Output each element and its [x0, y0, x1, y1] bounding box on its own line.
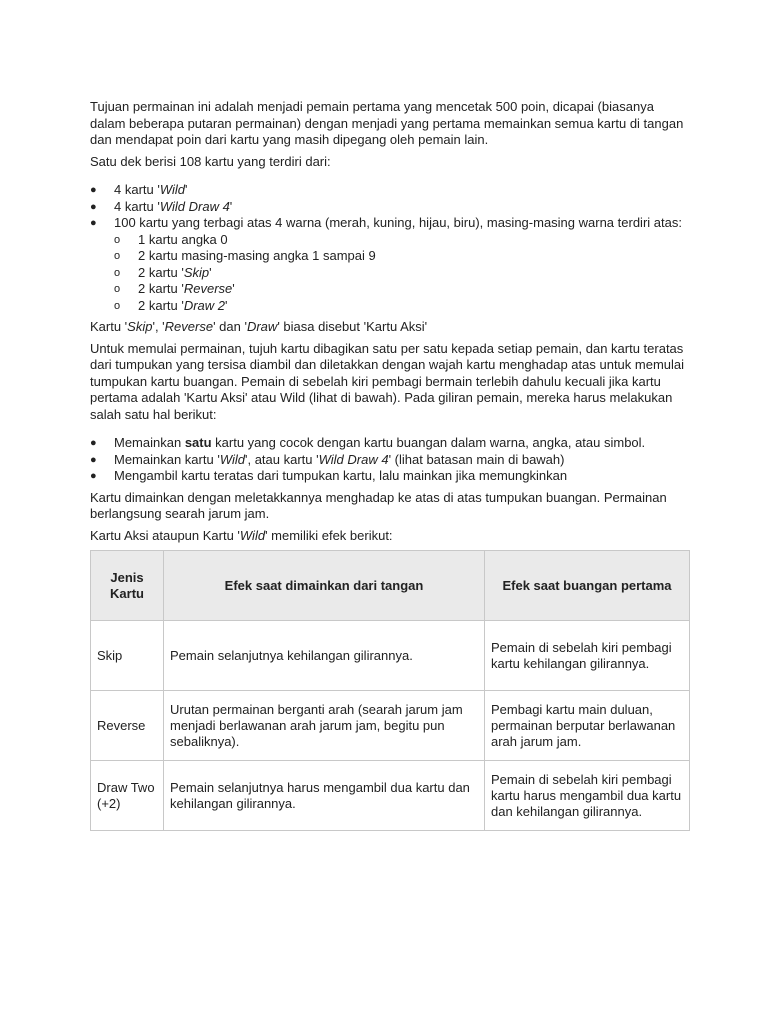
- intro-paragraph: Tujuan permainan ini adalah menjadi pemain pertama yang mencetak 500 poin, dicapai (biasanya dalam beberapa putaran permainan) dengan menjadi yang pertama memainkan semua kartu di tangan dan mendapat poin dari kartu yang masih dipegang oleh pemain lain.: [90, 99, 684, 147]
- table-header-cell: Jenis Kartu: [91, 551, 164, 621]
- deck-sub-list-item: o 2 kartu 'Skip': [114, 264, 212, 280]
- table-cell: Urutan permainan berganti arah (searah jarum jam menjadi berlawanan arah jarum jam, begitu pun sebaliknya).: [164, 691, 485, 761]
- table-row: [91, 761, 690, 831]
- effect-intro: Kartu Aksi ataupun Kartu 'Wild' memiliki efek berikut:: [90, 527, 393, 543]
- table-header-cell: Efek saat buangan pertama: [485, 551, 690, 621]
- bullet-dot-icon: ●: [90, 437, 97, 449]
- table-cell: Pemain selanjutnya harus mengambil dua kartu dan kehilangan gilirannya.: [164, 761, 485, 831]
- deck-sub-list-item: o 2 kartu masing-masing angka 1 sampai 9: [114, 248, 376, 263]
- bullet-circle-icon: o: [114, 250, 121, 262]
- table-cell: Skip: [91, 621, 164, 691]
- bullet-dot-icon: ●: [90, 200, 97, 213]
- bullet-circle-icon: o: [114, 233, 121, 246]
- table-header-row: [91, 551, 690, 621]
- deck-list: [90, 182, 690, 314]
- deck-sub-list-item: o 2 kartu 'Draw 2': [114, 297, 228, 313]
- turn-list-item: ● Memainkan kartu 'Wild', atau kartu 'Wild Draw 4' (lihat batasan main di bawah): [90, 451, 565, 467]
- table-cell: Pemain di sebelah kiri pembagi kartu kehilangan gilirannya.: [485, 621, 690, 691]
- table-cell: Reverse: [91, 691, 164, 761]
- table-cell: Pemain di sebelah kiri pembagi kartu harus mengambil dua kartu dan kehilangan gilirannya.: [485, 761, 690, 831]
- play-paragraph: Kartu dimainkan dengan meletakkannya menghadap ke atas di atas tumpukan buangan. Permainan berlangsung searah jarum jam.: [90, 489, 667, 521]
- deck-intro-paragraph: Satu dek berisi 108 kartu yang terdiri dari:: [90, 153, 331, 169]
- table-cell: Draw Two (+2): [91, 761, 164, 831]
- deck-sub-list: [114, 232, 690, 315]
- deck-list-item: ● 100 kartu yang terbagi atas 4 warna (merah, kuning, hijau, biru), masing-masing warna terdiri atas: o 1 kartu angka 0 o 2 kartu masing-masing angka 1 sampai 9 o 2 kartu 'Skip' o 2 kartu 'Reverse' o 2 kartu 'Draw 2': [90, 215, 690, 314]
- action-card-note: Kartu 'Skip', 'Reverse' dan 'Draw' biasa disebut 'Kartu Aksi': [90, 319, 428, 334]
- bullet-dot-icon: ●: [90, 470, 97, 482]
- start-paragraph: Untuk memulai permainan, tujuh kartu dibagikan satu per satu kepada setiap pemain, dan kartu teratas dari tumpukan yang tersisa diambil dan diletakkan dengan wajah kartu menghadap atas untuk memulai tumpukan kartu buangan. Pemain di sebelah kiri pembagi bermain terlebih dahulu kecuali jika kartu pertama adalah 'Kartu Aksi' atau Wild (lihat di bawah). Pada giliran pemain, mereka harus melakukan salah satu hal berikut:: [90, 340, 685, 422]
- bullet-dot-icon: ●: [90, 453, 97, 466]
- effects-table: [90, 550, 690, 831]
- turn-list: [90, 435, 690, 485]
- bullet-dot-icon: ●: [90, 184, 97, 196]
- document-content: [90, 99, 690, 831]
- table-row: [91, 621, 690, 691]
- turn-list-item: ● Memainkan satu kartu yang cocok dengan kartu buangan dalam warna, angka, atau simbol.: [90, 435, 646, 450]
- bullet-circle-icon: o: [114, 266, 121, 279]
- deck-sub-list-item: o 1 kartu angka 0: [114, 231, 228, 247]
- table-header-cell: Efek saat dimainkan dari tangan: [164, 551, 485, 621]
- table-row: [91, 691, 690, 761]
- bullet-circle-icon: o: [114, 283, 121, 295]
- turn-list-item: ● Mengambil kartu teratas dari tumpukan kartu, lalu mainkan jika memungkinkan: [90, 468, 568, 483]
- bullet-dot-icon: ●: [90, 217, 97, 229]
- deck-sub-list-item: o 2 kartu 'Reverse': [114, 281, 235, 296]
- table-cell: Pembagi kartu main duluan, permainan berputar berlawanan arah jarum jam.: [485, 691, 690, 761]
- bullet-circle-icon: o: [114, 299, 121, 312]
- table-cell: Pemain selanjutnya kehilangan gilirannya.: [164, 621, 485, 691]
- deck-list-item: ● 4 kartu 'Wild': [90, 182, 188, 197]
- deck-list-item: ● 4 kartu 'Wild Draw 4': [90, 198, 233, 214]
